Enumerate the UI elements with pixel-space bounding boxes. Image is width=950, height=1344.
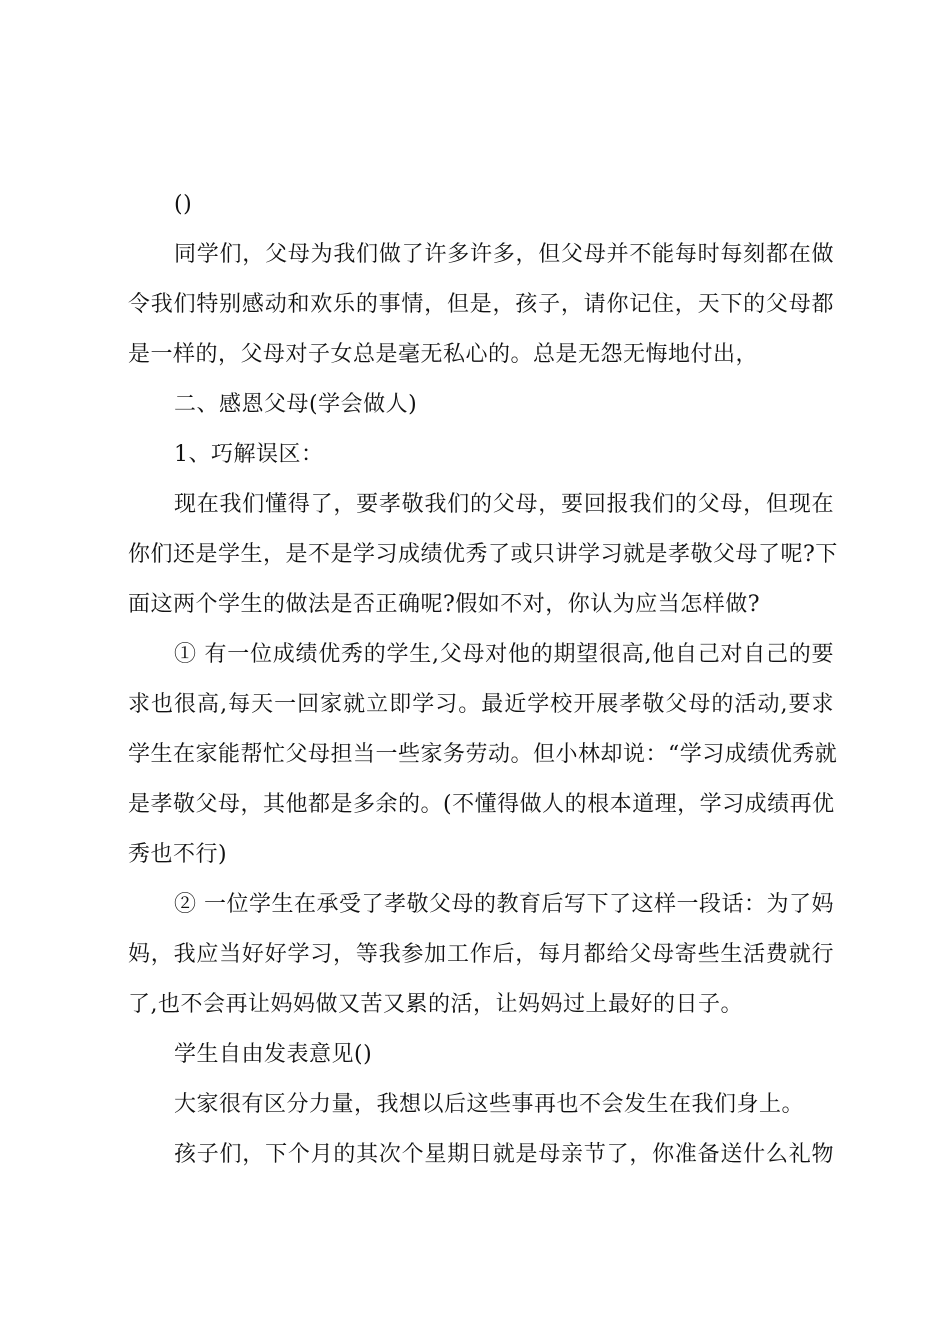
paragraph-line: 你们还是学生，是不是学习成绩优秀了或只讲学习就是孝敬父母了呢?下	[128, 542, 838, 567]
paragraph-line: 是一样的，父母对子女总是毫无私心的。总是无怨无悔地付出，	[128, 342, 759, 367]
paragraph-line: 学生自由发表意见()	[174, 1042, 373, 1067]
paragraph-line: ② 一位学生在承受了孝敬父母的教育后写下了这样一段话：为了妈	[174, 892, 834, 917]
paragraph-line: 是孝敬父母，其他都是多余的。(不懂得做人的根本道理，学习成绩再优	[128, 792, 835, 817]
paragraph-line: ()	[174, 192, 193, 217]
paragraph-line: 了,也不会再让妈妈做又苦又累的活，让妈妈过上最好的日子。	[128, 992, 743, 1017]
paragraph-line: 现在我们懂得了，要孝敬我们的父母，要回报我们的父母，但现在	[174, 492, 834, 517]
subsection-heading: 1、巧解误区：	[174, 442, 324, 467]
paragraph-line: 秀也不行)	[128, 842, 228, 867]
paragraph-line: 学生在家能帮忙父母担当一些家务劳动。但小林却说：“学习成绩优秀就	[128, 742, 838, 767]
paragraph-line: 大家很有区分力量，我想以后这些事再也不会发生在我们身上。	[174, 1092, 805, 1117]
paragraph-line: 求也很高,每天一回家就立即学习。最近学校开展孝敬父母的活动,要求	[128, 692, 834, 717]
paragraph-line: ① 有一位成绩优秀的学生,父母对他的期望很高,他自己对自己的要	[174, 642, 834, 667]
paragraph-line: 令我们特别感动和欢乐的事情，但是，孩子，请你记住，天下的父母都	[128, 292, 834, 317]
section-heading: 二、感恩父母(学会做人)	[174, 392, 418, 417]
paragraph-line: 面这两个学生的做法是否正确呢?假如不对，你认为应当怎样做?	[128, 592, 761, 617]
paragraph-line: 同学们，父母为我们做了许多许多，但父母并不能每时每刻都在做	[174, 242, 834, 267]
paragraph-line: 妈，我应当好好学习，等我参加工作后，每月都给父母寄些生活费就行	[128, 942, 834, 967]
paragraph-line: 孩子们，下个月的其次个星期日就是母亲节了，你准备送什么礼物	[174, 1142, 834, 1167]
